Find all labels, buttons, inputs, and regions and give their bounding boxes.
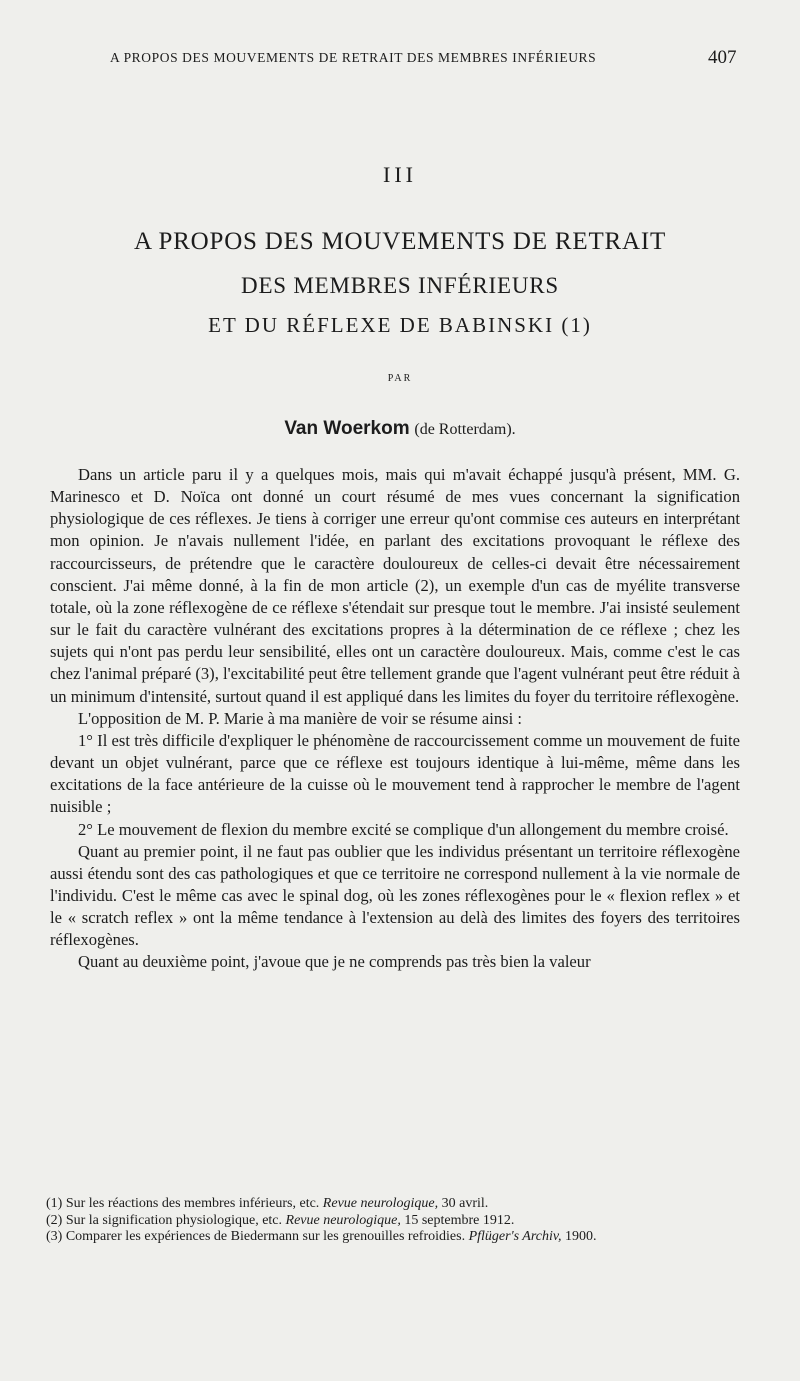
- footnote-2-journal: Revue neurologique,: [285, 1212, 401, 1228]
- paragraph-3: 1° Il est très difficile d'expliquer le phénomène de raccourcissement comme un mouvement de fuite devant un objet vulnérant, parce que ce réflexe est toujours identique à lui-même, même dans les excitations de la face antérieure de la cuisse où le mouvement tend à rapprocher le membre de l'agent nuisible ;: [50, 730, 740, 817]
- page-number: 407: [708, 47, 737, 68]
- footnote-1-end: 30 avril.: [441, 1196, 489, 1211]
- footnote-3: [46, 1229, 746, 1246]
- byline-par: PAR: [387, 373, 413, 384]
- footnote-1-text: (1) Sur les réactions des membres inférieurs, etc.: [46, 1196, 320, 1211]
- footnote-2-text: (2) Sur la signification physiologique, etc.: [46, 1212, 283, 1228]
- paragraph-1: Dans un article paru il y a quelques mois, mais qui m'avait échappé jusqu'à présent, MM. G. Marinesco et D. Noïca ont donné un court résumé de mes vues concernant la signification physiologique de ces réflexes. Je tiens à corriger une erreur qu'ont commise ces auteurs en interprétant mon opinion. Je n'avais nullement l'idée, en parlant des excitations provoquant le réflexe des raccourcisseurs, de prétendre que le caractère douloureux de celles-ci devait être nécessairement conscient. J'ai même donné, à la fin de mon article (2), un exemple d'un cas de myélite transverse totale, où la zone réflexogène de ce réflexe s'étendait sur presque tout le membre. J'ai insisté seulement sur le fait du caractère vulnérant des excitations propres à la détermination de ce réflexe ; chez les sujets qui n'ont pas perdu leur sensibilité, elles ont un caractère douloureux. Mais, comme c'est le cas chez l'animal préparé (3), l'excitabilité peut être tellement grande que l'agent vulnérant peut être réduit à un minimum d'intensité, surtout quand il est appliqué dans les limites du foyer du territoire réflexogène.: [50, 465, 740, 706]
- paragraph-5: Quant au premier point, il ne faut pas oublier que les individus présentant un territoire réflexogène aussi étendu sont des cas pathologiques et que ce territoire ne correspond nullement à la vie normale de l'individu. C'est le même cas avec le spinal dog, où les zones réflexogènes pour le « flexion reflex » et le « scratch reflex » ont la même tendance à l'extension au delà des limites des foyers des territoires réflexogènes.: [50, 841, 740, 950]
- paragraph-2: L'opposition de M. P. Marie à ma manière de voir se résume ainsi :: [78, 708, 523, 728]
- author-location: (de Rotterdam).: [414, 421, 516, 438]
- article-title-line-3: ET DU RÉFLEXE DE BABINSKI (1): [208, 313, 592, 337]
- footnote-3-end: 1900.: [565, 1229, 597, 1244]
- footnote-2-end: 15 septembre 1912.: [404, 1212, 515, 1228]
- article-title-line-1: A PROPOS DES MOUVEMENTS DE RETRAIT: [133, 228, 667, 255]
- paragraph-6: Quant au deuxième point, j'avoue que je ne comprends pas très bien la valeur: [78, 952, 591, 972]
- footnote-3-text: (3) Comparer les expériences de Biedermann sur les grenouilles refroidies.: [46, 1229, 466, 1244]
- footnote-3-journal: Pflüger's Archiv,: [468, 1229, 562, 1244]
- footnotes: [46, 1196, 746, 1246]
- author-line: [0, 418, 800, 440]
- paragraph-4: 2° Le mouvement de flexion du membre excité se complique d'un allongement du membre croisé.: [78, 819, 729, 839]
- footnote-2: [46, 1213, 746, 1230]
- article-body: [50, 464, 740, 974]
- footnote-1: [46, 1196, 746, 1213]
- running-head: A PROPOS DES MOUVEMENTS DE RETRAIT DES MEMBRES INFÉRIEURS: [110, 50, 597, 65]
- part-number: III: [383, 162, 417, 187]
- author-name: Van Woerkom: [284, 418, 410, 439]
- article-title-line-2: DES MEMBRES INFÉRIEURS: [241, 273, 559, 298]
- footnote-1-journal: Revue neurologique,: [322, 1196, 439, 1211]
